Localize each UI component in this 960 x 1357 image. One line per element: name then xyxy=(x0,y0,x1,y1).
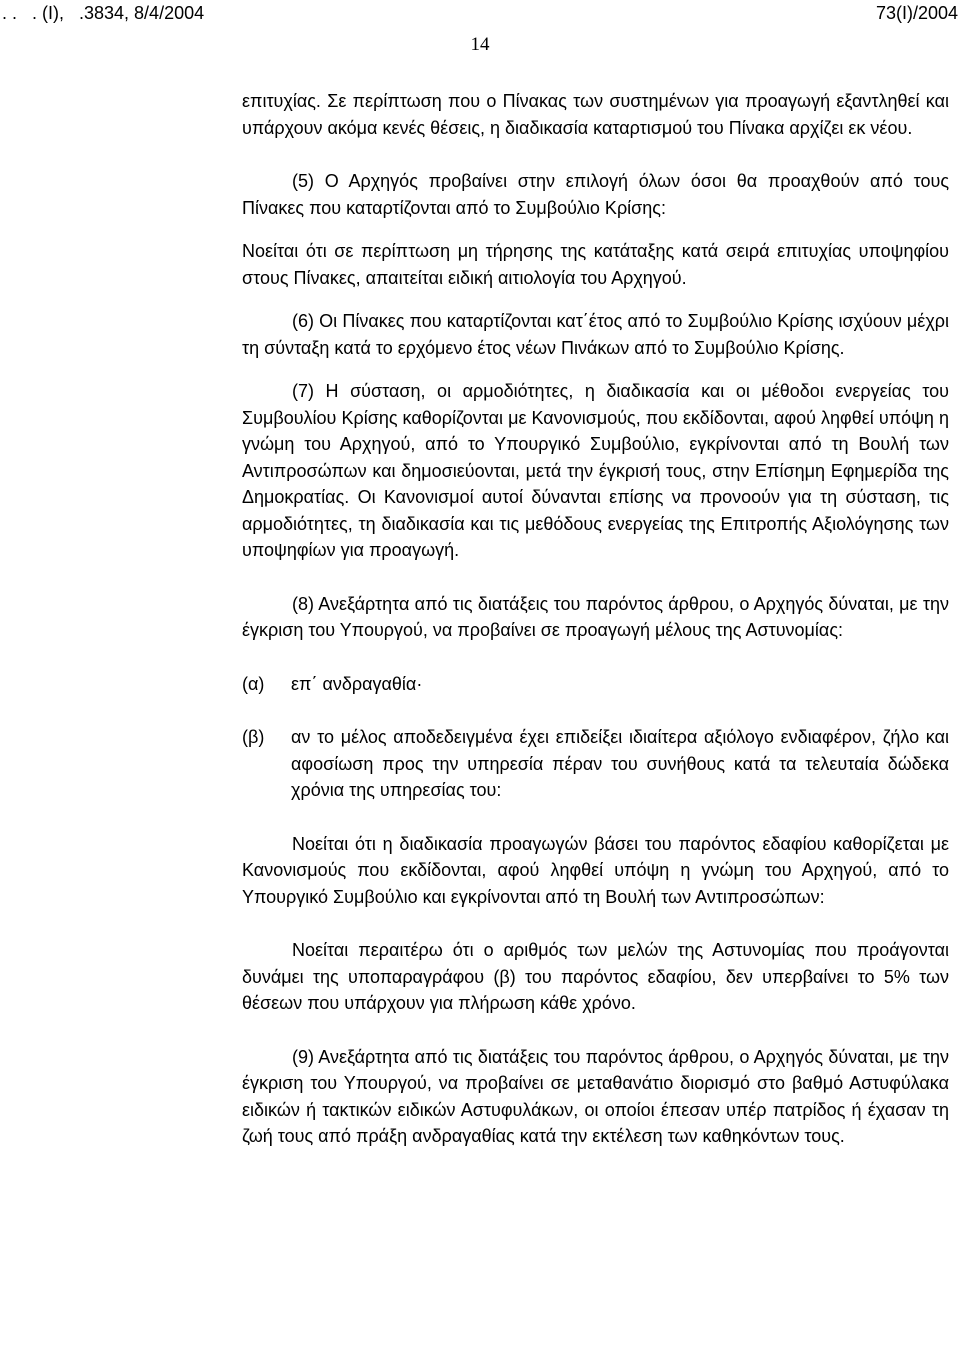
paragraph-5: (5) Ο Αρχηγός προβαίνει στην επιλογή όλων όσοι θα προαχθούν από τους Πίνακες που καταρτίζονται από το Συμβούλιο Κρίσης: xyxy=(242,171,949,218)
list-item-a xyxy=(242,671,949,698)
paragraph-8: (8) Ανεξάρτητα από τις διατάξεις του παρόντος άρθρου, ο Αρχηγός δύναται, με την έγκριση του Υπουργού, να προβαίνει σε προαγωγή μέλους της Αστυνομίας: xyxy=(242,593,949,640)
header-reference: . . . (Ι), .3834, 8/4/2004 xyxy=(2,3,205,23)
page-number: 14 xyxy=(470,34,490,55)
paragraph-6: (6) Οι Πίνακες που καταρτίζονται κατ΄έτος από το Συμβούλιο Κρίσης ισχύουν μέχρι τη σύνταξη κατά το ερχόμενο έτος νέων Πινάκων από το Συμβούλιο Κρίσης. xyxy=(242,311,949,358)
list-item-text: επ΄ ανδραγαθία· xyxy=(291,673,423,694)
proviso-paragraph-8: Νοείται ότι η διαδικασία προαγωγών βάσει του παρόντος εδαφίου καθορίζεται με Κανονισμούς που εκδίδονται, αφού ληφθεί υπόψη η γνώμη του Αρχηγού, από το Υπουργικό Συμβούλιο και εγκρίνονται από τη Βουλή των Αντιπροσώπων: xyxy=(242,833,949,907)
list-item-text: αν το μέλος αποδεδειγμένα έχει επιδείξει ιδιαίτερα αξιόλογο ενδιαφέρον, ζήλο και αφοσίωση προς την υπηρεσία πέραν του συνήθους κατά τα τελευταία δώδεκα χρόνια της υπηρεσίας του: xyxy=(291,727,949,800)
paragraph-7: (7) Η σύσταση, οι αρμοδιότητες, η διαδικασία και οι μέθοδοι ενεργείας του Συμβουλίου Κρίσης καθορίζονται με Κανονισμούς, που εκδίδονται, αφού ληφθεί υπόψη η γνώμη του Αρχηγού, από το Υπουργικό Συμβούλιο, εγκρίνονται από τη Βουλή των Αντιπροσώπων και δημοσιεύονται, μετά την έγκρισή τους, στην Επίσημη Εφημερίδα της Δημοκρατίας. Οι Κανονισμοί αυτοί δύνανται επίσης να προνοούν για τη σύσταση, τις αρμοδιότητες, τη διαδικασία και τις μεθόδους ενεργείας της Επιτροπής Αξιολόγησης των υποψηφίων για προαγωγή. xyxy=(242,381,949,560)
list-item-label: (β) xyxy=(242,727,265,747)
document-header xyxy=(0,0,960,24)
paragraph-continuation: επιτυχίας. Σε περίπτωση που ο Πίνακας των συστημένων για προαγωγή εξαντληθεί και υπάρχουν ακόμα κενές θέσεις, η διαδικασία καταρτισμού του Πίνακα αρχίζει εκ νέου. xyxy=(242,91,949,138)
list-item-b xyxy=(242,724,949,804)
document-body xyxy=(242,88,949,1150)
paragraph-9: (9) Ανεξάρτητα από τις διατάξεις του παρόντος άρθρου, ο Αρχηγός δύναται, με την έγκριση του Υπουργού, να προβαίνει σε μεταθανάτιο διορισμό στο βαθμό Αστυφύλακα ειδικών ή τακτικών ειδικών Αστυφυλάκων, οι οποίοι έπεσαν υπέρ πατρίδος ή έχασαν τη ζωή τους από πράξη ανδραγαθίας κατά την εκτέλεση των καθηκόντων τους. xyxy=(242,1046,949,1146)
further-proviso-paragraph-8: Νοείται περαιτέρω ότι ο αριθμός των μελών της Αστυνομίας που προάγονται δυνάμει της υποπαραγράφου (β) του παρόντος εδαφίου, δεν υπερβαίνει το 5% των θέσεων που υπάρχουν για πλήρωση κάθε χρόνο. xyxy=(242,940,949,1013)
proviso-paragraph-5: Νοείται ότι σε περίπτωση μη τήρησης της κατάταξης κατά σειρά επιτυχίας υποψηφίου στους Πίνακες, απαιτείται ειδική αιτιολογία του Αρχηγού. xyxy=(242,241,949,288)
header-law-number: 73(Ι)/2004 xyxy=(875,3,958,23)
list-item-label: (α) xyxy=(242,673,265,694)
